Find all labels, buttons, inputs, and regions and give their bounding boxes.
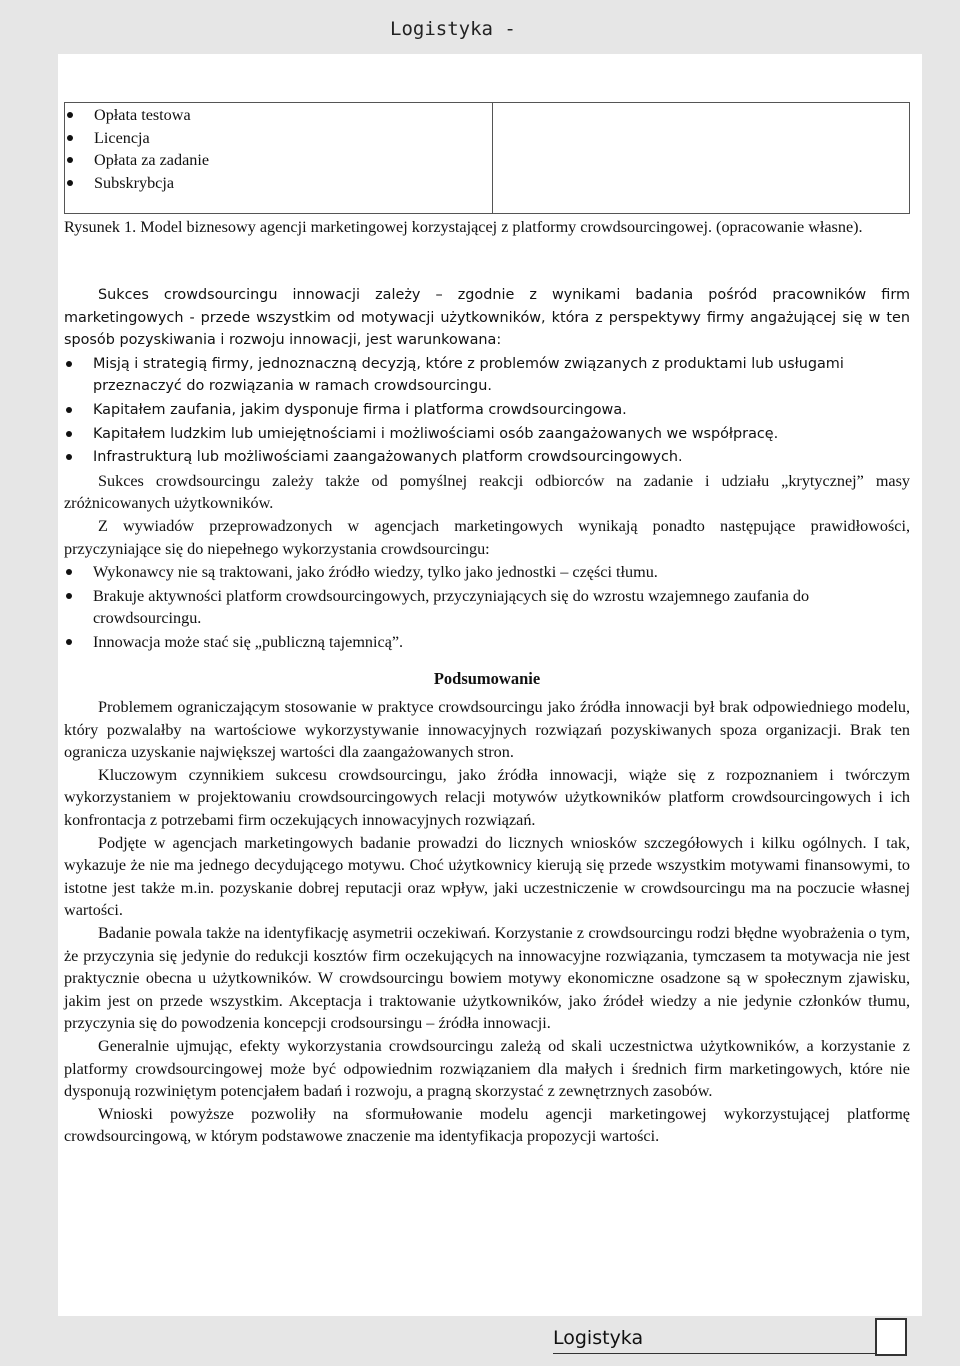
paragraph: Podjęte w agencjach marketingowych badanie prowadzi do licznych wniosków szczegółowych i kilku ogólnych. I tak, wykazuje że nie ma jednego decydującego motywu. Choć użytkownicy kierują się przede wszystkim motywami finansowymi, to istotne jest także m.in. pozyskanie dobrej reputacji oraz wpływ, jaki uczestniczenie w crowdsourcingu ma na poczucie własnej wartości.: [64, 833, 910, 920]
list-item: Misją i strategią firmy, jednoznaczną decyzją, które z problemów związanych z produktami lub usługami przeznaczyć do rozwiązania w ramach crowdsourcingu.: [64, 353, 910, 398]
paragraph: Kluczowym czynnikiem sukcesu crowdsourcingu, jako źródła innowacji, wiąże się z rozpoznaniem i twórczym wykorzystaniem w projektowaniu crowdsourcingowych relacji motywów użytkowników platform crowdsourcingowych i ich konfrontacja z potrzebami firm oczekujących innowacyjnych rozwiązań.: [64, 765, 910, 830]
list-item: Licencja: [65, 127, 492, 150]
findings-list: [64, 561, 910, 653]
paragraph: Sukces crowdsourcingu zależy także od pomyślnej reakcji odbiorców na zadanie i udziału „krytycznej” masy zróżnicowanych użytkowników.: [64, 471, 910, 513]
revenue-model-list: [65, 104, 492, 194]
paragraph: Generalnie ujmując, efekty wykorzystania crowdsourcingu zależą od skali uczestnictwa użytkowników, a korzystanie z platformy crowdsourcingowej może być odpowiednim rozwiązaniem dla małych i średnich firm marketingowych, które nie dysponują rozwiniętym potencjałem badań i rozwoju, a pragną skorzystać z zewnętrznych zasobów.: [64, 1037, 910, 1101]
list-item: Wykonawcy nie są traktowani, jako źródło wiedzy, tylko jako jednostki – części tłumu.: [64, 561, 910, 584]
figure-caption: Rysunek 1. Model biznesowy agencji marketingowej korzystającej z platformy crowdsourcingowej. (opracowanie własne).: [64, 218, 863, 236]
paragraph: Wnioski powyższe pozwoliły na sformułowanie modelu agencji marketingowej wykorzystującej platformę crowdsourcingową, w którym podstawowe znaczenie ma identyfikacja propozycji wartości.: [64, 1104, 910, 1146]
figure-left-cell: [65, 103, 493, 213]
running-header: Logistyka -: [390, 18, 516, 40]
list-item: Kapitałem zaufania, jakim dysponuje firma i platforma crowdsourcingowa.: [64, 399, 910, 422]
list-item: Infrastrukturą lub możliwościami zaangażowanych platform crowdsourcingowych.: [64, 446, 910, 469]
body-text: [64, 284, 910, 1148]
list-item: Kapitałem ludzkim lub umiejętnościami i możliwościami osób zaangażowanych we współpracę.: [64, 423, 910, 446]
paragraph: Problemem ograniczającym stosowanie w praktyce crowdsourcingu jako źródła innowacji był brak odpowiedniego modelu, który pozwalałby na wartościowe wykorzystywanie innowacyjnych rozwiązań pozyskiwanych spoza organizacji. Brak ten ogranicza uzyskanie największej wartości dla zaangażowanych stron.: [64, 698, 910, 762]
figure-box: [64, 102, 910, 214]
page-number-box: [875, 1318, 907, 1356]
document-page: [58, 54, 922, 1316]
section-heading: Podsumowanie: [433, 668, 541, 688]
list-item: Subskrybcja: [65, 172, 492, 195]
paragraph: Sukces crowdsourcingu innowacji zależy – zgodnie z wynikami badania pośród pracowników firm marketingowych - przede wszystkim od motywacji użytkowników, która z perspektywy firmy angażującej się w ten sposób pozyskiwania i rozwoju innowacji, jest warunkowana:: [64, 287, 910, 349]
footer-title: Logistyka: [553, 1327, 644, 1349]
paragraph: Z wywiadów przeprowadzonych w agencjach marketingowych wynikają ponadto następujące prawidłowości, przyczyniające się do niepełnego wykorzystania crowdsourcingu:: [64, 516, 910, 558]
list-item: Opłata testowa: [65, 104, 492, 127]
list-item: Opłata za zadanie: [65, 149, 492, 172]
list-item: Brakuje aktywności platform crowdsourcingowych, przyczyniających się do wzrostu wzajemnego zaufania do crowdsourcingu.: [64, 585, 910, 630]
figure-right-cell: [493, 103, 909, 213]
list-item: Innowacja może stać się „publiczną tajemnicą”.: [64, 631, 910, 654]
paragraph: Badanie powala także na identyfikację asymetrii oczekiwań. Korzystanie z crowdsourcingu rodzi błędne wyobrażenia o tym, że przyczynia się jedynie do redukcji kosztów firm oczekujących na innowacyjne rozwiązania, tymczasem ta motywacja nie jest praktycznie obecna u użytkowników. W crowdsourcingu bowiem motywy ekonomiczne osadzone są w społecznym zjawisku, jakim jest on przede wszystkim. Akceptacja i traktowanie użytkowników, jako źródeł wiedzy a nie jedynie członków tłumu, przyczynia się do powodzenia koncepcji crodsoursingu – źródła innowacji.: [64, 924, 910, 1033]
footer-rule: [553, 1353, 875, 1354]
conditions-list: [64, 353, 910, 469]
